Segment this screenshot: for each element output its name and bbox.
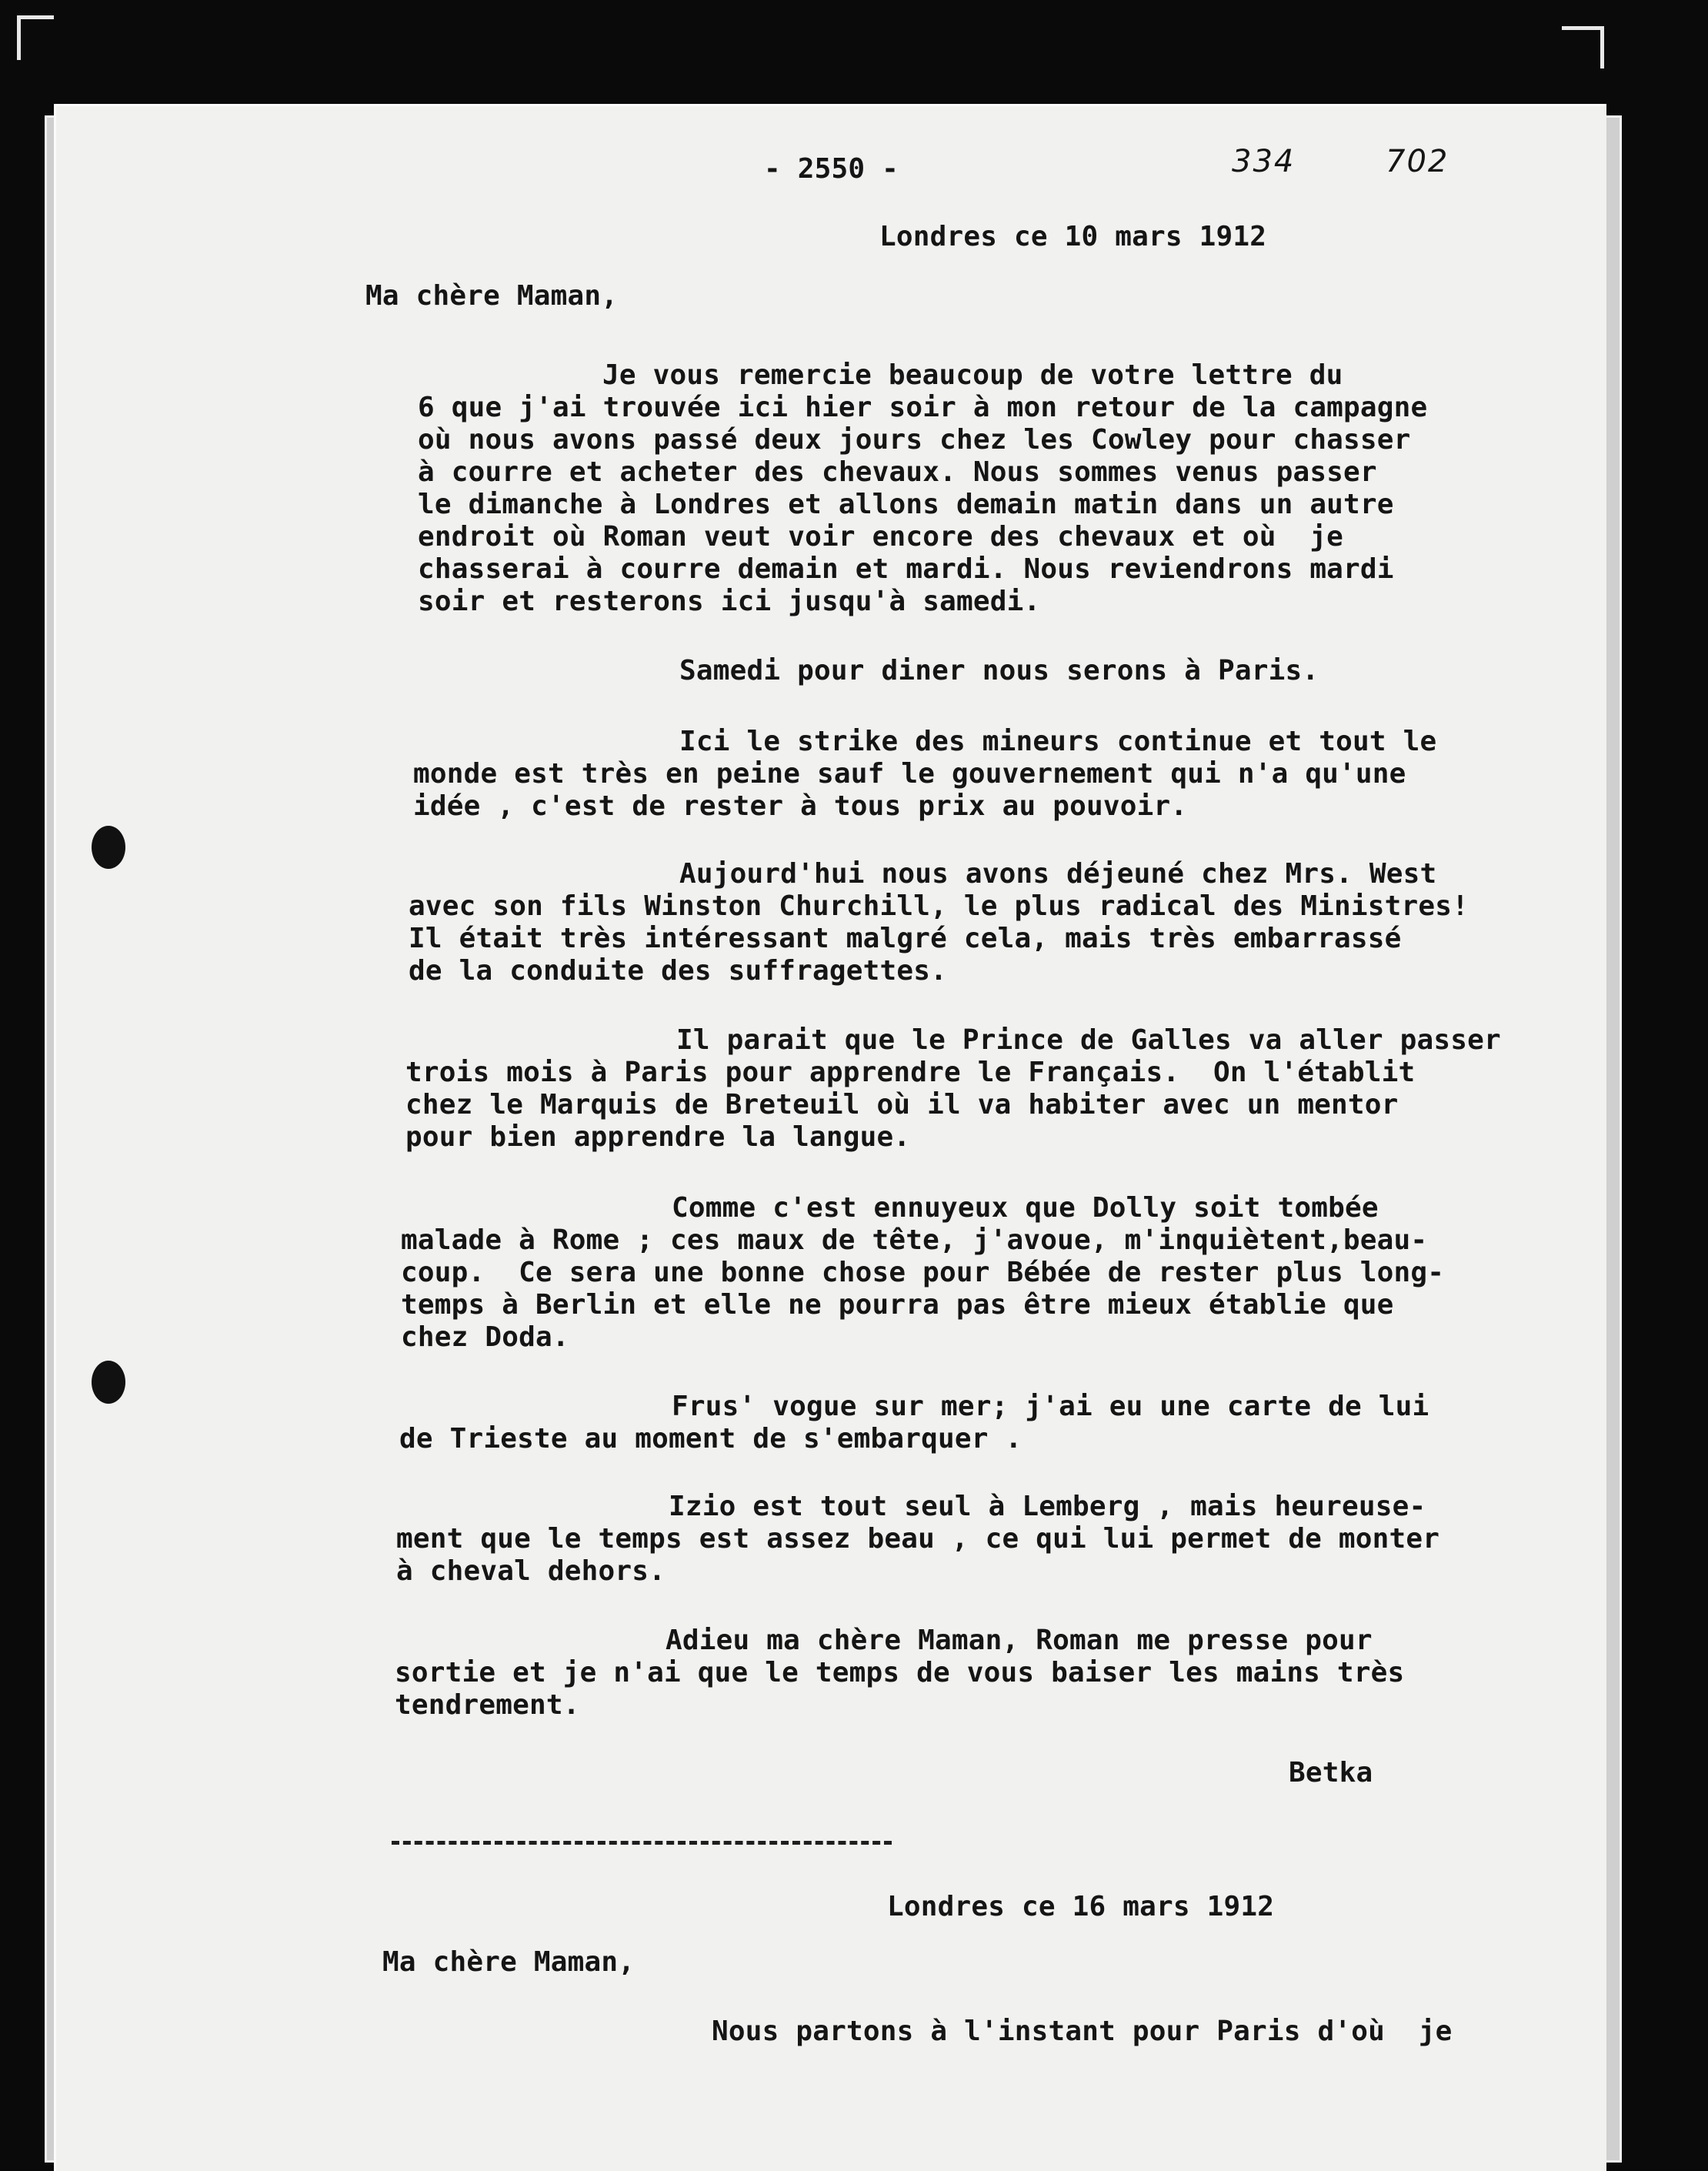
- text-line: avec son fils Winston Churchill, le plus radical des Ministres!: [409, 890, 1469, 922]
- letter-salutation: Ma chère Maman,: [382, 1946, 635, 1978]
- text-line: tendrement.: [395, 1689, 580, 1721]
- text-line: Ici le strike des mineurs continue et tout le: [679, 726, 1437, 757]
- text-line: Izio est tout seul à Lemberg , mais heureuse-: [669, 1491, 1426, 1522]
- text-line: Il parait que le Prince de Galles va aller passer: [676, 1024, 1501, 1056]
- text-line: Frus' vogue sur mer; j'ai eu une carte de lui: [672, 1391, 1429, 1422]
- text-line: Aujourd'hui nous avons déjeuné chez Mrs. West: [679, 858, 1437, 890]
- separator-line: [392, 1841, 892, 1845]
- text-line: malade à Rome ; ces maux de tête, j'avoue, m'inquiètent,beau-: [401, 1224, 1428, 1256]
- text-line: monde est très en peine sauf le gouvernement qui n'a qu'une: [413, 758, 1406, 790]
- text-line: à cheval dehors.: [396, 1555, 666, 1587]
- crop-mark-top-right-h: [1562, 26, 1604, 30]
- text-line: idée , c'est de rester à tous prix au pouvoir.: [413, 790, 1188, 822]
- text-line: où nous avons passé deux jours chez les Cowley pour chasser: [418, 424, 1411, 456]
- crop-mark-top-left: [17, 15, 21, 60]
- signature: Betka: [1289, 1757, 1373, 1789]
- punch-hole: [92, 1361, 125, 1404]
- text-line: trois mois à Paris pour apprendre le Français. On l'établit: [405, 1057, 1416, 1088]
- letter-page: [54, 104, 1606, 2171]
- text-line: à courre et acheter des chevaux. Nous sommes venus passer: [418, 456, 1377, 488]
- text-line: ment que le temps est assez beau , ce qui lui permet de monter: [396, 1523, 1440, 1555]
- text-line: coup. Ce sera une bonne chose pour Bébée de rester plus long-: [401, 1257, 1445, 1288]
- page-number: - 2550 -: [764, 153, 899, 185]
- text-line: 6 que j'ai trouvée ici hier soir à mon retour de la campagne: [418, 392, 1428, 423]
- crop-mark-top-right: [1600, 26, 1604, 68]
- punch-hole: [92, 826, 125, 869]
- letter-salutation: Ma chère Maman,: [365, 280, 619, 312]
- text-line: Comme c'est ennuyeux que Dolly soit tombée: [672, 1192, 1379, 1224]
- text-line: pour bien apprendre la langue.: [405, 1121, 911, 1153]
- text-line: de la conduite des suffragettes.: [409, 955, 947, 987]
- text-line: temps à Berlin et elle ne pourra pas être mieux établie que: [401, 1289, 1394, 1321]
- handwritten-number: 334: [1232, 144, 1296, 179]
- letter-dateline: Londres ce 16 mars 1912: [887, 1891, 1275, 1922]
- text-line: chez le Marquis de Breteuil où il va habiter avec un mentor: [405, 1089, 1399, 1121]
- text-line: soir et resterons ici jusqu'à samedi.: [418, 586, 1041, 617]
- text-line: Je vous remercie beaucoup de votre lettre du: [602, 359, 1343, 391]
- crop-mark-top-left-h: [17, 15, 54, 19]
- text-line: de Trieste au moment de s'embarquer .: [399, 1423, 1022, 1455]
- handwritten-number: 702: [1386, 144, 1449, 179]
- text-line: Il était très intéressant malgré cela, mais très embarrassé: [409, 923, 1402, 954]
- text-line: chasserai à courre demain et mardi. Nous reviendrons mardi: [418, 553, 1394, 585]
- text-line: chez Doda.: [401, 1321, 569, 1353]
- letter-dateline: Londres ce 10 mars 1912: [879, 221, 1267, 252]
- text-line: endroit où Roman veut voir encore des chevaux et où je: [418, 521, 1344, 553]
- text-line: Adieu ma chère Maman, Roman me presse pour: [666, 1625, 1373, 1656]
- text-line: sortie et je n'ai que le temps de vous baiser les mains très: [395, 1657, 1405, 1688]
- text-line: Nous partons à l'instant pour Paris d'où je: [712, 2016, 1453, 2047]
- text-line: le dimanche à Londres et allons demain matin dans un autre: [418, 489, 1394, 520]
- text-line: Samedi pour diner nous serons à Paris.: [679, 655, 1319, 686]
